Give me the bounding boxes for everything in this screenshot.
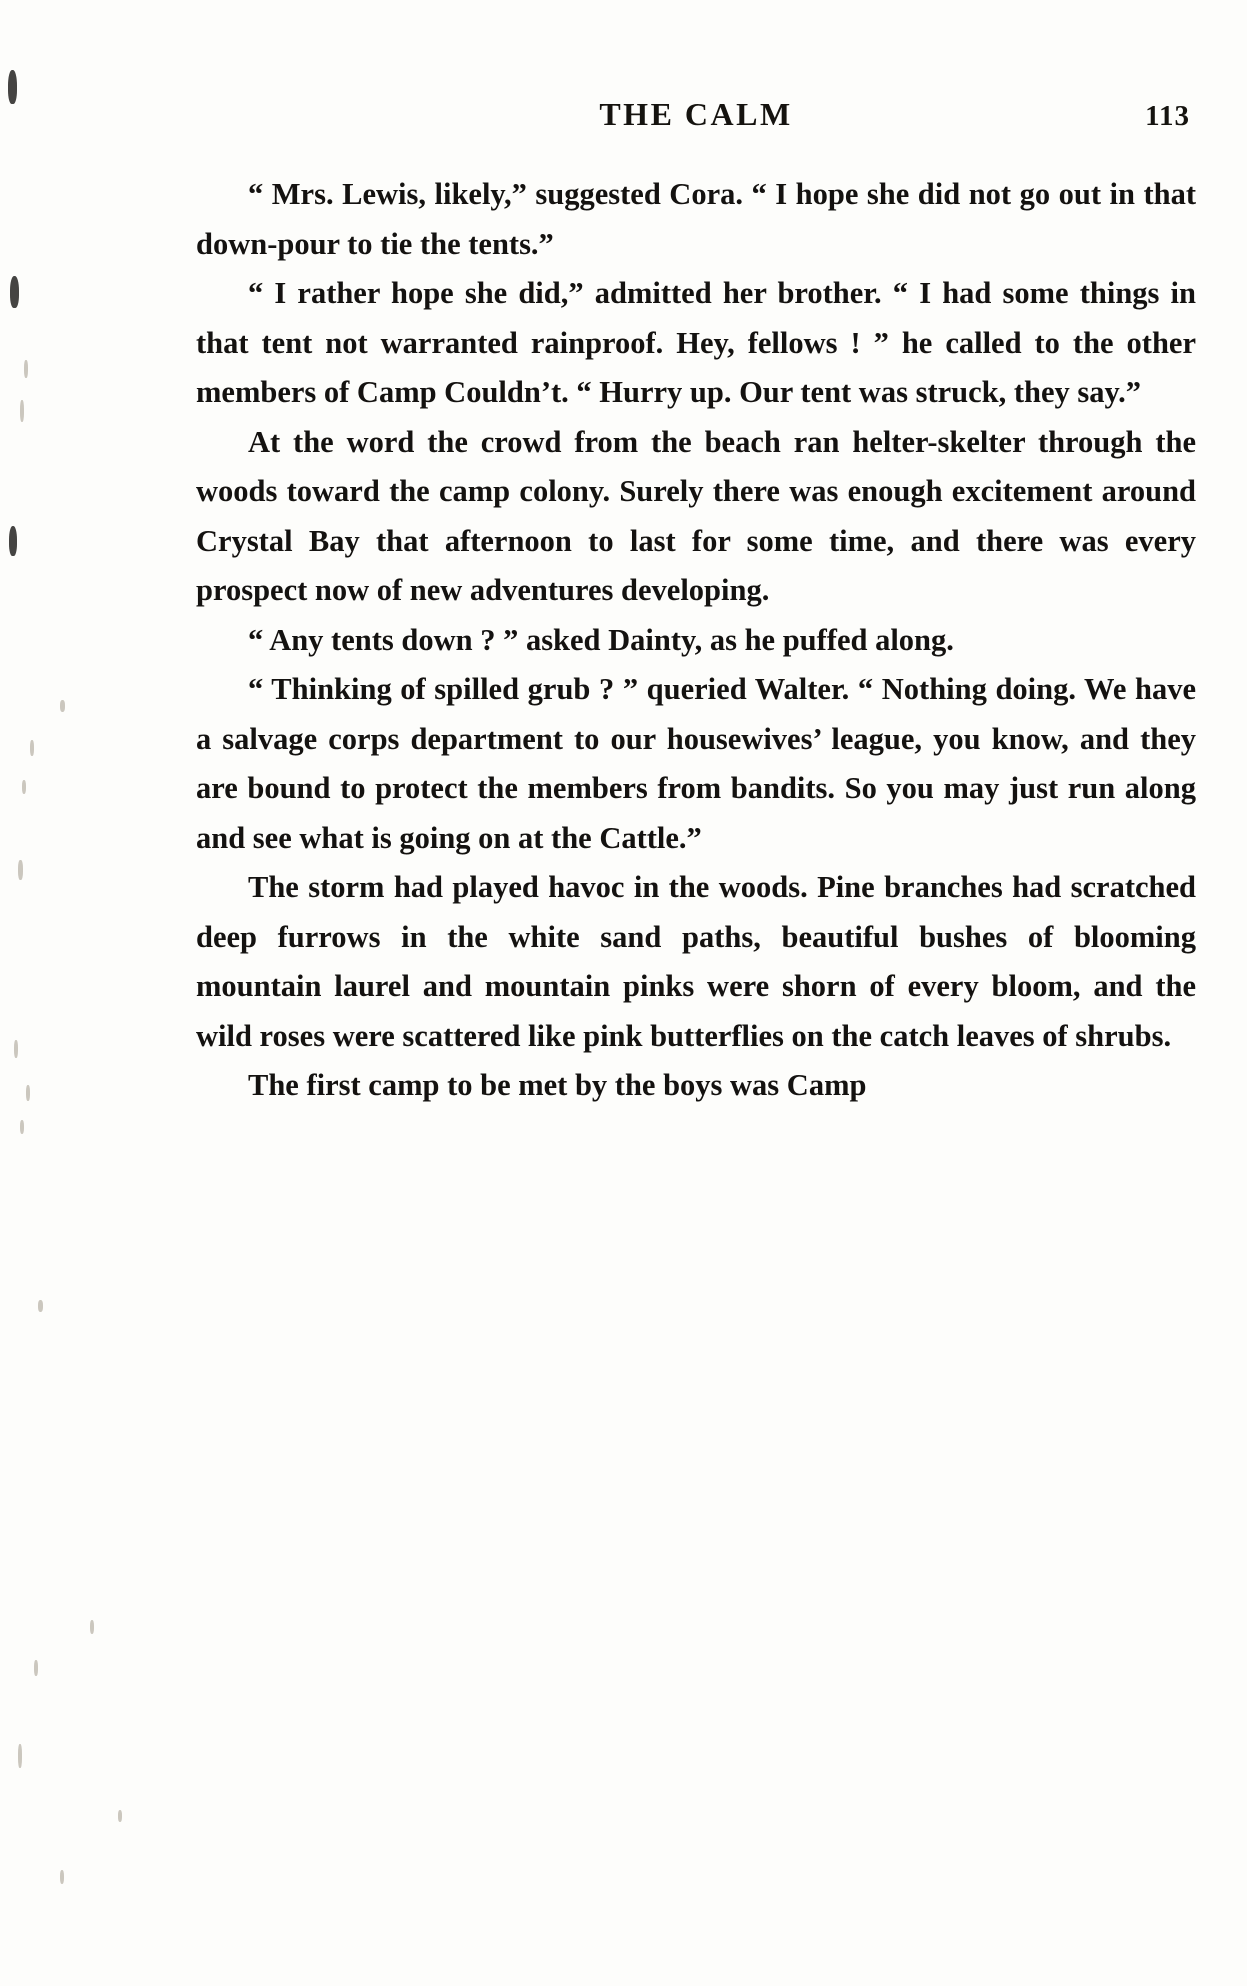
paragraph: The storm had played havoc in the woods. Pine branches had scratched deep furrows in the white sand paths, beautiful bushes of blooming mountain laurel and mountain pinks were shorn of every bloom, and the wild roses were scattered like pink butterflies on the catch leaves of shrubs.: [196, 870, 1196, 1053]
paragraph: “ Thinking of spilled grub ? ” queried Walter. “ Nothing doing. We have a salvage corps department to our housewives’ league, you know, and they are bound to protect the members from bandits. So you may just run along and see what is going on at the Cattle.”: [196, 672, 1196, 855]
scan-speck: [38, 1300, 43, 1312]
scan-artifact: [10, 276, 19, 308]
page-content: [196, 96, 1196, 1111]
scan-artifact: [8, 70, 17, 104]
body-text: [196, 170, 1196, 1111]
scan-speck: [118, 1810, 122, 1822]
scan-speck: [26, 1085, 30, 1101]
scan-speck: [22, 780, 26, 794]
scan-artifact: [9, 526, 17, 556]
scan-speck: [90, 1620, 94, 1634]
scan-speck: [60, 700, 65, 712]
paragraph: “ I rather hope she did,” admitted her brother. “ I had some things in that tent not warranted rainproof. Hey, fellows ! ” he called to the other members of Camp Couldn’t. “ Hurry up. Our tent was struck, they say.”: [196, 276, 1196, 409]
scan-speck: [30, 740, 34, 756]
scan-speck: [14, 1040, 18, 1058]
paragraph: “ Any tents down ? ” asked Dainty, as he puffed along.: [248, 622, 954, 657]
scan-speck: [60, 1870, 64, 1884]
paragraph: “ Mrs. Lewis, likely,” suggested Cora. “ I hope she did not go out in that down-pour to tie the tents.”: [196, 177, 1196, 261]
scan-speck: [24, 360, 28, 378]
paragraph: The first camp to be met by the boys was Camp: [248, 1068, 867, 1102]
scan-speck: [20, 1120, 24, 1134]
running-head: THE CALM: [599, 96, 793, 132]
page-number: 113: [1145, 100, 1190, 132]
scan-speck: [20, 400, 24, 422]
page-header: [196, 96, 1196, 152]
scan-speck: [18, 860, 23, 880]
paragraph: At the word the crowd from the beach ran helter-skelter through the woods toward the camp colony. Surely there was enough excitement around Crystal Bay that afternoon to last for some time, and there was every prospect now of new adventures developing.: [196, 424, 1196, 607]
scan-speck: [18, 1744, 22, 1768]
scan-speck: [34, 1660, 38, 1676]
